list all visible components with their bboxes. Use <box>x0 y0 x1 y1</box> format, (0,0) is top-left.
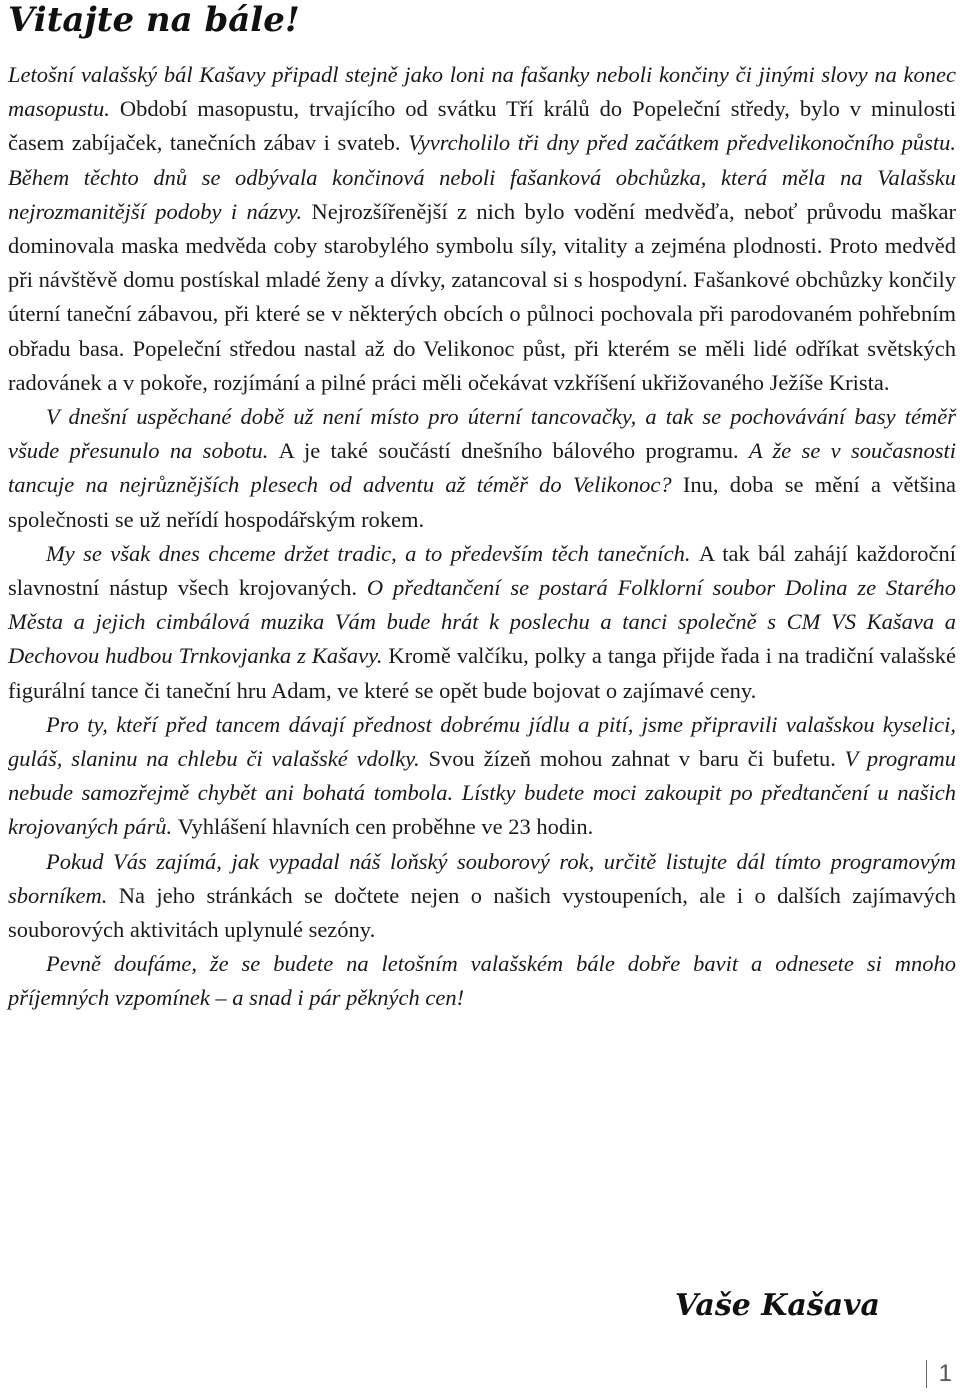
text-segment: A že se v současnosti tancuje na nejrůznějších plesech od adventu až téměř do Velikonoc? <box>8 438 956 498</box>
text-segment: A tak bál zahájí každoroční slavnostní nástup všech krojovaných. <box>8 540 957 601</box>
text-segment: Svou žízeň mohou zahnat v baru či bufetu. <box>428 746 845 772</box>
paragraph <box>8 947 956 1015</box>
text-segment: Inu, doba se mění a většina společnosti se už neřídí hospodářským rokem. <box>8 472 956 532</box>
page-number: 1 <box>926 1360 952 1388</box>
text-segment: Vyhlášení hlavních cen proběhne ve 23 hodin. <box>177 814 594 840</box>
text-segment: V dnešní uspěchané době už není místo pro úterní tancovačky, a tak se pochovávání basy téměř všude přesunulo na sobotu. <box>8 404 956 464</box>
text-segment: Vyvrcholilo tři dny před začátkem předvelikonočního půstu. Během těchto dnů se odbývala končinová neboli fašanková obchůzka, která měla na Valašsku nejrozmanitější podoby i názvy. <box>8 130 957 224</box>
text-segment: My se však dnes chceme držet tradic, a to především těch tanečních. <box>46 540 699 566</box>
text-segment: V programu nebude samozřejmě chybět ani bohatá tombola. Lístky budete moci zakoupit po předtančení u našich krojovaných párů. <box>8 746 957 840</box>
text-segment: Na jeho stránkách se dočtete nejen o našich vystoupeních, ale i o dalších zajímavých souborových aktivitách uplynulé sezóny. <box>8 882 956 943</box>
text-segment: Nejrozšířenější z nich bylo vodění medvěďa, neboť průvodu maškar dominovala maska medvěda coby starobylého symbolu síly, vitality a zejména plodnosti. Proto medvěd při návštěvě domu postískal mladé ženy a dívky, zatancoval si s hospodyní. Fašankové obchůzky končily úterní taneční zábavou, při které se v některých obcích o půlnoci pochovala při parodovaném pohřebním obřadu basa. Popeleční středou nastal až do Velikonoc půst, při kterém se měli lidé odříkat světských radovánek a v pokoře, rozjímání a pilné práci měli očekávat vzkříšení ukřižovaného Ježíše Krista. <box>8 198 957 395</box>
paragraph <box>8 845 956 948</box>
article-body <box>8 58 956 1016</box>
page-title: Vitajte na bále! <box>8 0 300 40</box>
text-segment: Letošní valašský bál Kašavy připadl stejně jako loni na fašanky neboli končiny či jinými slovy na konec masopustu. <box>8 62 956 122</box>
signature: Vaše Kašava <box>674 1288 880 1323</box>
paragraph <box>8 537 956 708</box>
text-segment: Kromě valčíku, polky a tanga přijde řada i na tradiční valašské figurální tance či taneční hru Adam, ve které se opět bude bojovat o zajímavé ceny. <box>8 643 957 703</box>
text-segment: Pro ty, kteří před tancem dávají přednost dobrému jídlu a pití, jsme připravili valašskou kyselici, guláš, slaninu na chlebu či valašské vdolky. <box>8 711 956 772</box>
paragraph <box>8 708 956 845</box>
text-segment: A je také součástí dnešního bálového programu. <box>278 438 749 464</box>
paragraph <box>8 58 956 400</box>
text-segment: Pevně doufáme, že se budete na letošním valašském bále dobře bavit a odnesete si mnoho příjemných vzpomínek – a snad i pár pěkných cen! <box>8 951 956 1011</box>
text-segment: Pokud Vás zajímá, jak vypadal náš loňský souborový rok, určitě listujte dál tímto programovým sborníkem. <box>8 848 956 908</box>
paragraph <box>8 400 956 537</box>
text-segment: O předtančení se postará Folklorní soubor Dolina ze Starého Města a jejich cimbálová muzika Vám bude hrát k poslechu a tanci společně s CM VS Kašava a Dechovou hudbou Trnkovjanka z Kašavy. <box>8 575 956 669</box>
text-segment: Období masopustu, trvajícího od svátku Tří králů do Popeleční středy, bylo v minulosti časem zabíjaček, tanečních zábav i svateb. <box>8 96 957 156</box>
